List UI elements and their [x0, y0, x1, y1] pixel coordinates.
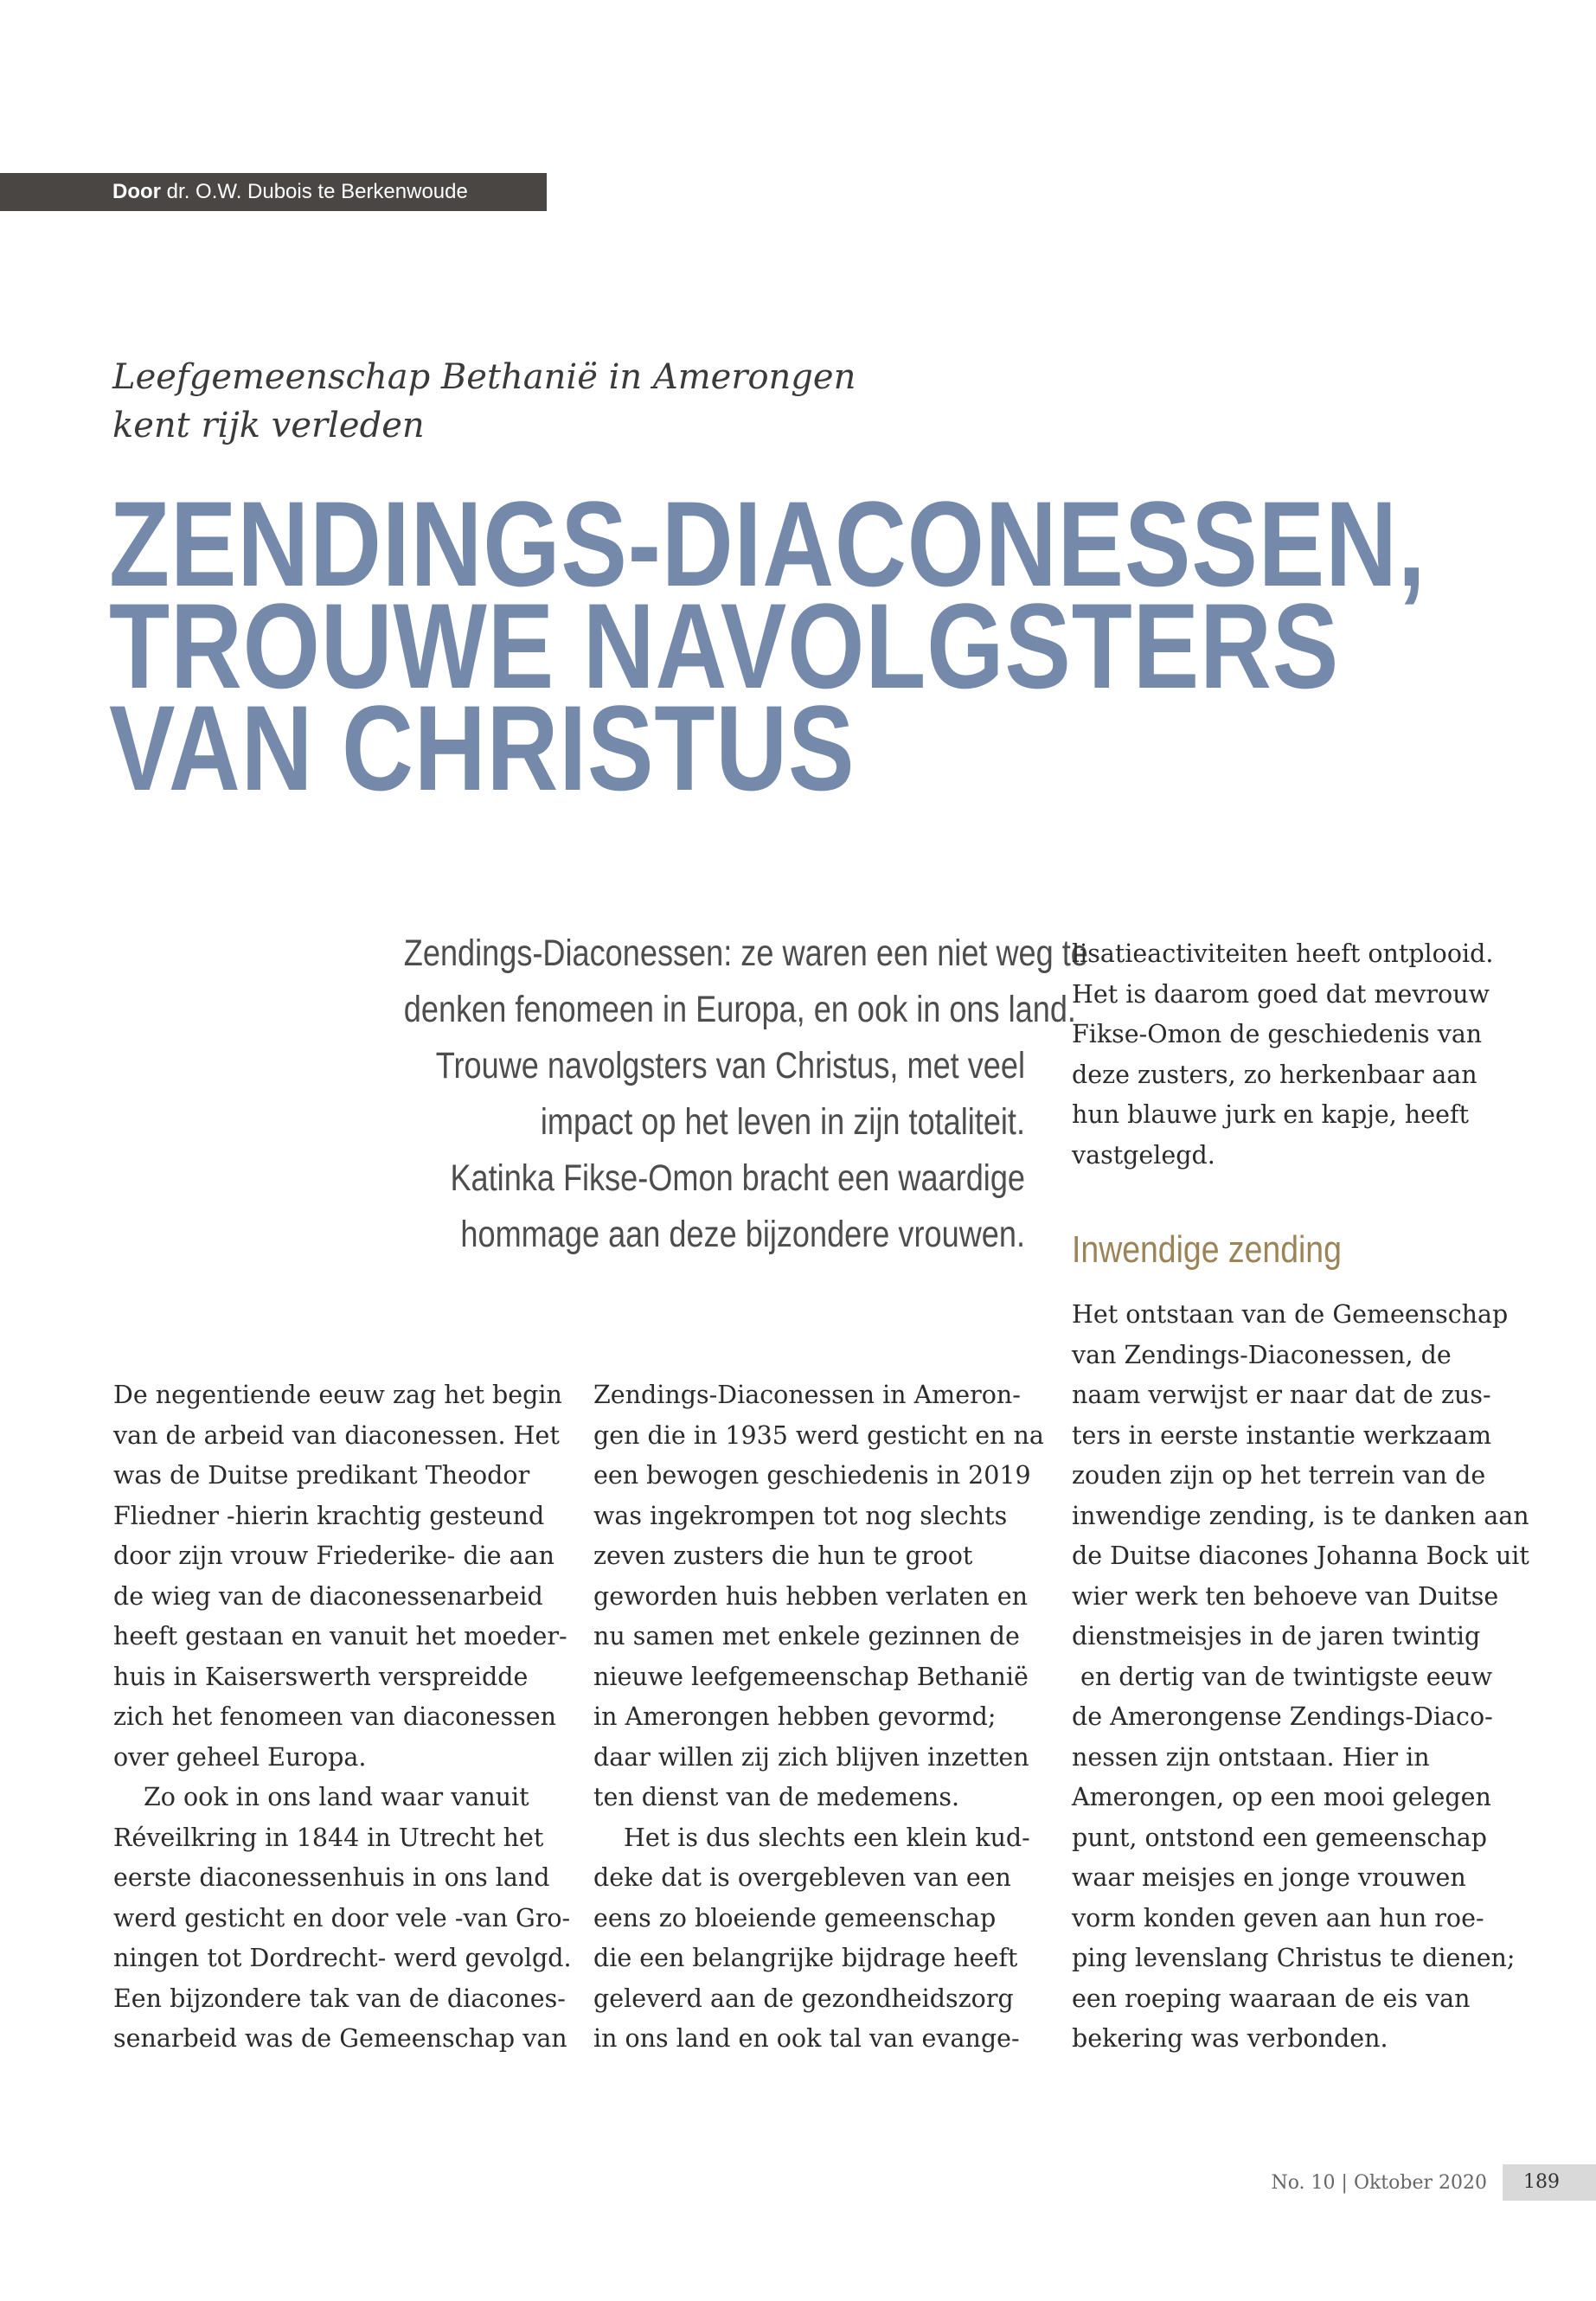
body-line: Réveilkring in 1844 in Utrecht het [113, 1823, 544, 1852]
intro-lead [285, 926, 1088, 1263]
kicker [112, 353, 1064, 450]
body-line: de wieg van de diaconessenarbeid [113, 1581, 543, 1611]
body-line: zouden zijn op het terrein van de [1072, 1461, 1486, 1490]
intro-line: hommage aan deze bijzondere vrouwen. [460, 1214, 1025, 1255]
body-line: in ons land en ook tal van evange- [593, 2024, 1020, 2053]
body-column-3-top [1072, 934, 1522, 1176]
body-line: senarbeid was de Gemeenschap van [113, 2024, 567, 2053]
body-line: daar willen zij zich blijven inzetten [593, 1742, 1029, 1772]
body-line: ping levenslang Christus te dienen; [1072, 1944, 1516, 1972]
body-line: zeven zusters die hun te groot [593, 1541, 973, 1570]
headline-line: ZENDINGS-DIACONESSEN, [109, 476, 1426, 612]
body-line: zich het fenomeen van diaconessen [113, 1702, 557, 1731]
body-line: door zijn vrouw Friederike- die aan [113, 1541, 554, 1570]
body-line: van Zendings-Diaconessen, de [1072, 1340, 1452, 1369]
body-line: nu samen met enkele gezinnen de [593, 1622, 1020, 1650]
intro-line: Zendings-Diaconessen: ze waren een niet weg te [403, 933, 1088, 974]
body-line: die een belangrijke bijdrage heeft [593, 1944, 1018, 1972]
body-line: een bewogen geschiedenis in 2019 [593, 1461, 1031, 1490]
body-line: de Duitse diacones Johanna Bock uit [1072, 1541, 1529, 1570]
body-line: Een bijzondere tak van de diacones- [113, 1984, 566, 2013]
body-line: huis in Kaiserswerth verspreidde [113, 1662, 529, 1691]
body-line: gen die in 1935 werd gesticht en na [593, 1420, 1044, 1450]
page-footer [1271, 2164, 1596, 2201]
body-line: geleverd aan de gezondheidszorg [593, 1984, 1014, 2013]
body-line: lisatieactiviteiten heeft ontplooid. [1072, 939, 1494, 968]
body-column-2 [593, 1375, 1043, 2060]
body-line: hun blauwe jurk en kapje, heeft [1072, 1100, 1469, 1129]
body-line: wier werk ten behoeve van Duitse [1072, 1581, 1499, 1611]
body-line: geworden huis hebben verlaten en [593, 1581, 1028, 1611]
body-line: deze zusters, zo herkenbaar aan [1072, 1060, 1477, 1089]
body-line: dienstmeisjes in de jaren twintig [1072, 1622, 1481, 1650]
body-line: punt, ontstond een gemeenschap [1072, 1823, 1487, 1852]
body-line: Het is daarom goed dat mevrouw [1072, 979, 1490, 1009]
intro-line: Katinka Fikse-Omon bracht een waardige [450, 1157, 1025, 1199]
body-line: vorm konden geven aan hun roe- [1072, 1903, 1484, 1932]
body-line: vastgelegd. [1072, 1140, 1215, 1170]
body-line: werd gesticht en door vele -van Gro- [113, 1903, 571, 1932]
body-line: De negentiende eeuw zag het begin [113, 1381, 562, 1409]
kicker-line: kent rijk verleden [112, 406, 425, 445]
body-line: was ingekrompen tot nog slechts [593, 1501, 1008, 1530]
body-line: nieuwe leefgemeenschap Bethanië [593, 1662, 1029, 1691]
body-line: ters in eerste instantie werkzaam [1072, 1420, 1492, 1450]
body-column-1 [113, 1375, 572, 2060]
body-line: eens zo bloeiende gemeenschap [593, 1903, 997, 1932]
page-number: 189 [1503, 2164, 1596, 2201]
byline-bar [0, 173, 547, 211]
body-line: Zo ook in ons land waar vanuit [144, 1783, 529, 1811]
kicker-line: Leefgemeenschap Bethanië in Amerongen [112, 357, 856, 397]
body-line: naam verwijst er naar dat de zus- [1072, 1381, 1491, 1409]
body-line: inwendige zending, is te danken aan [1072, 1501, 1529, 1530]
byline-prefix: Door [112, 180, 161, 203]
body-line: Het is dus slechts een klein kud- [624, 1823, 1030, 1852]
body-column-3-bottom [1072, 1295, 1529, 2060]
body-line: in Amerongen hebben gevormd; [593, 1702, 997, 1731]
body-line: over geheel Europa. [113, 1742, 367, 1772]
body-line: nessen zijn ontstaan. Hier in [1072, 1742, 1430, 1772]
body-line: heeft gestaan en vanuit het moeder- [113, 1622, 567, 1650]
body-line: bekering was verbonden. [1072, 2024, 1388, 2053]
body-line: Amerongen, op een mooi gelegen [1072, 1783, 1491, 1811]
intro-line: Trouwe navolgsters van Christus, met veel [435, 1045, 1025, 1086]
body-line: ten dienst van de medemens. [593, 1783, 960, 1811]
body-line: Het ontstaan van de Gemeenschap [1072, 1300, 1509, 1329]
body-line: de Amerongense Zendings-Diaco- [1072, 1702, 1493, 1731]
headline [109, 476, 1536, 816]
body-line: deke dat is overgebleven van een [593, 1863, 1011, 1892]
body-line: een roeping waaraan de eis van [1072, 1984, 1471, 2013]
headline-line: TROUWE NAVOLGSTERS [109, 578, 1340, 714]
body-line: Zendings-Diaconessen in Ameron- [593, 1381, 1021, 1409]
body-line: van de arbeid van diaconessen. Het [113, 1420, 560, 1450]
intro-line: impact op het leven in zijn totaliteit. [540, 1101, 1025, 1143]
headline-line: VAN CHRISTUS [109, 680, 856, 816]
body-line: Fliedner -hierin krachtig gesteund [113, 1501, 545, 1530]
intro-line: denken fenomeen in Europa, en ook in ons land. [403, 989, 1076, 1030]
body-line: was de Duitse predikant Theodor [113, 1461, 530, 1490]
body-line: Fikse-Omon de geschiedenis van [1072, 1020, 1483, 1048]
body-line: eerste diaconessenhuis in ons land [113, 1863, 550, 1892]
body-line: waar meisjes en jonge vrouwen [1072, 1863, 1466, 1892]
byline-author: dr. O.W. Dubois te Berkenwoude [166, 180, 468, 203]
section-subheading: Inwendige zending [1072, 1228, 1342, 1271]
body-line: ningen tot Dordrecht- werd gevolgd. [113, 1944, 572, 1972]
issue-info: No. 10 | Oktober 2020 [1271, 2171, 1487, 2194]
body-line: en dertig van de twintigste eeuw [1080, 1662, 1493, 1691]
